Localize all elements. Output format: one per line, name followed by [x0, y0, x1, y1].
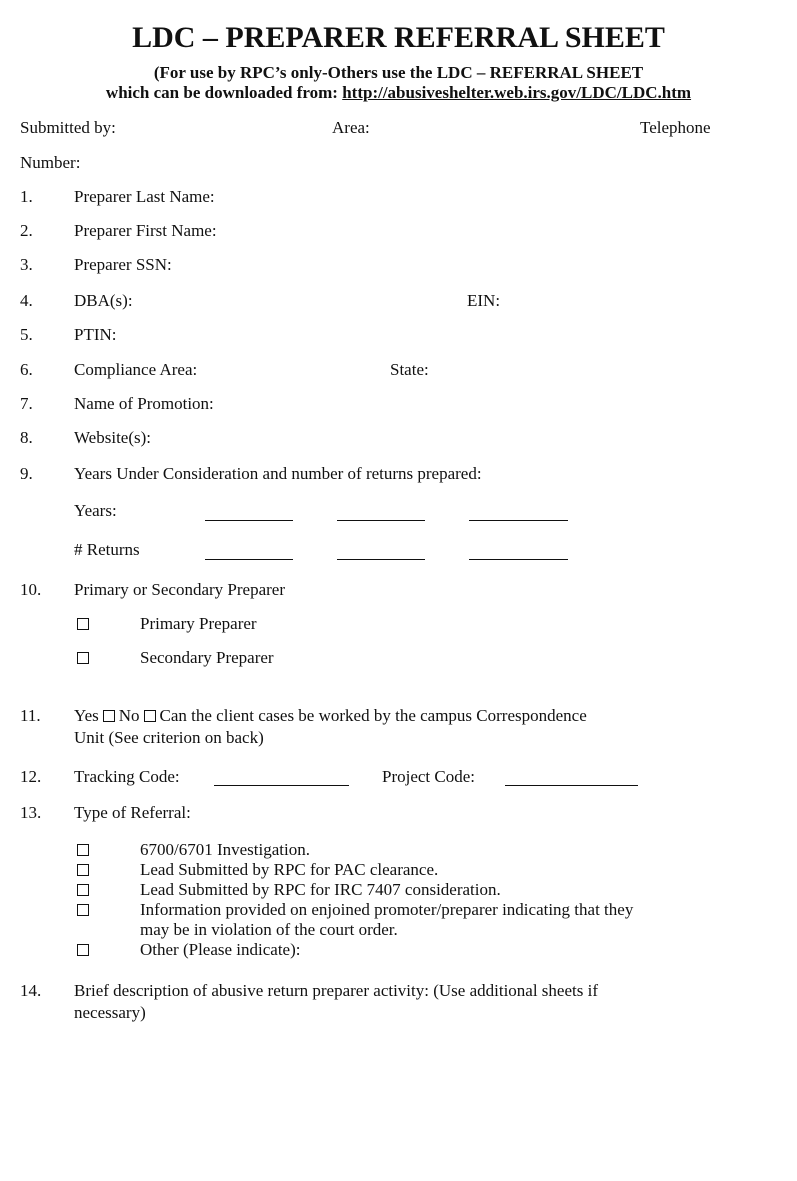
referral-option-label: may be in violation of the court order. — [140, 920, 398, 939]
returns-3-field[interactable] — [469, 559, 568, 560]
campus-question — [74, 706, 587, 726]
yes-label: Yes — [74, 706, 99, 725]
referral-option-label: Lead Submitted by RPC for PAC clearance. — [140, 860, 439, 879]
download-link[interactable]: http://abusiveshelter.web.irs.gov/LDC/LDC.htm — [342, 83, 692, 102]
referral-option-label: Lead Submitted by RPC for IRC 7407 consideration. — [140, 880, 501, 899]
telephone-label: Telephone — [640, 118, 711, 137]
campus-question-text-2: Unit (See criterion on back) — [74, 728, 264, 747]
preparer-first-name-label: Preparer First Name: — [74, 221, 217, 240]
returns-1-field[interactable] — [205, 559, 293, 560]
project-code-field[interactable] — [505, 785, 638, 786]
referral-option-label: Information provided on enjoined promoter/preparer indicating that they — [140, 900, 634, 919]
activity-description-label-2: necessary) — [74, 1003, 146, 1022]
area-label: Area: — [332, 118, 370, 137]
telephone-number-label: Number: — [20, 153, 81, 172]
years-consideration-label: Years Under Consideration and number of returns prepared: — [74, 464, 482, 483]
preparer-type-label: Primary or Secondary Preparer — [74, 580, 286, 599]
submitted-by-label: Submitted by: — [20, 118, 116, 137]
no-label: No — [118, 706, 140, 725]
download-text: which can be downloaded from: — [105, 83, 343, 102]
secondary-preparer-label: Secondary Preparer — [140, 648, 274, 667]
referral-other-checkbox[interactable] — [77, 944, 89, 956]
subtitle-download — [0, 83, 797, 103]
item-number: 14. — [20, 981, 42, 1000]
year-3-field[interactable] — [469, 520, 568, 521]
referral-6700-checkbox[interactable] — [77, 844, 89, 856]
preparer-last-name-label: Preparer Last Name: — [74, 187, 215, 206]
item-number: 2. — [20, 221, 33, 240]
page-title: LDC – PREPARER REFERRAL SHEET — [132, 21, 665, 54]
websites-label: Website(s): — [74, 428, 151, 447]
returns-label: # Returns — [74, 540, 140, 559]
secondary-preparer-checkbox[interactable] — [77, 652, 89, 664]
referral-type-label: Type of Referral: — [74, 803, 191, 822]
item-number: 6. — [20, 360, 33, 379]
dba-label: DBA(s): — [74, 291, 133, 310]
year-2-field[interactable] — [337, 520, 425, 521]
item-number: 3. — [20, 255, 33, 274]
item-number: 5. — [20, 325, 33, 344]
item-number: 7. — [20, 394, 33, 413]
activity-description-label: Brief description of abusive return preparer activity: (Use additional sheets if — [74, 981, 598, 1000]
item-number: 10. — [20, 580, 42, 599]
item-number: 8. — [20, 428, 33, 447]
referral-pac-checkbox[interactable] — [77, 864, 89, 876]
yes-checkbox[interactable] — [103, 710, 115, 722]
referral-option-label: 6700/6701 Investigation. — [140, 840, 310, 859]
no-checkbox[interactable] — [144, 710, 156, 722]
item-number: 11. — [20, 706, 41, 725]
subtitle: (For use by RPC’s only-Others use the LDC – REFERRAL SHEET — [153, 63, 644, 82]
compliance-area-label: Compliance Area: — [74, 360, 198, 379]
years-label: Years: — [74, 501, 117, 520]
state-label: State: — [390, 360, 429, 379]
item-number: 9. — [20, 464, 33, 483]
item-number: 13. — [20, 803, 42, 822]
primary-preparer-label: Primary Preparer — [140, 614, 257, 633]
referral-irc7407-checkbox[interactable] — [77, 884, 89, 896]
project-code-label: Project Code: — [382, 767, 476, 786]
ein-label: EIN: — [467, 291, 501, 310]
tracking-code-label: Tracking Code: — [74, 767, 180, 786]
ptin-label: PTIN: — [74, 325, 117, 344]
year-1-field[interactable] — [205, 520, 293, 521]
primary-preparer-checkbox[interactable] — [77, 618, 89, 630]
returns-2-field[interactable] — [337, 559, 425, 560]
tracking-code-field[interactable] — [214, 785, 349, 786]
preparer-ssn-label: Preparer SSN: — [74, 255, 172, 274]
campus-question-text: Can the client cases be worked by the campus Correspondence — [159, 706, 587, 725]
item-number: 4. — [20, 291, 33, 310]
referral-enjoined-checkbox[interactable] — [77, 904, 89, 916]
item-number: 12. — [20, 767, 42, 786]
item-number: 1. — [20, 187, 33, 206]
promotion-name-label: Name of Promotion: — [74, 394, 214, 413]
referral-option-label: Other (Please indicate): — [140, 940, 301, 959]
